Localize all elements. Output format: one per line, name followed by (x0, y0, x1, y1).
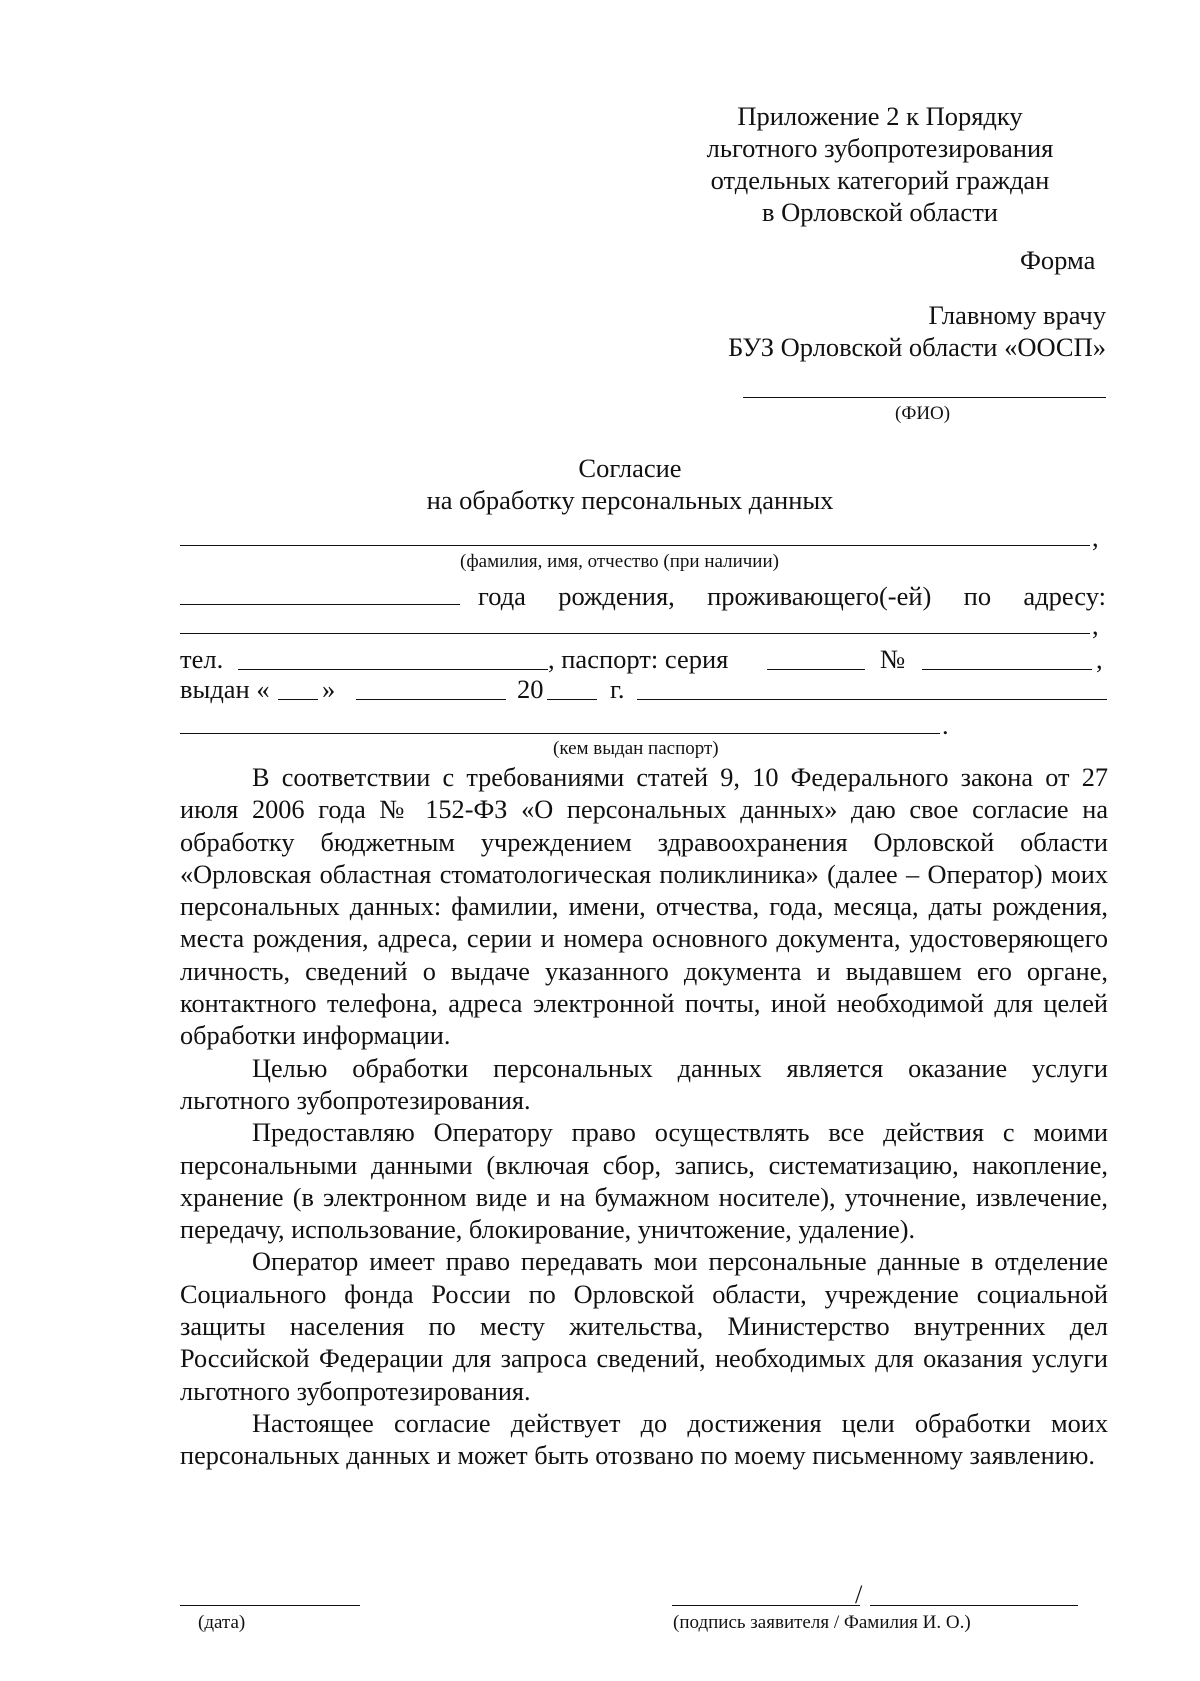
address-fill-line (180, 633, 1090, 634)
paragraph-legal-basis: В соответствии с требованиями статей 9, 10 Федерального закона от 27 июля 2006 года № 152-ФЗ «О персональных данных» даю свое согласие на обработку бюджетным учреждением здравоохранения Орловской области «Орловская областная стоматологическая поликлиника» (далее – Оператор) моих персональных данных: фамилии, имени, отчества, года, месяца, даты рождения, места рождения, адреса, серии и номера основного документа, удостоверяющего личность, сведений о выдаче указанного документа и выдавшем его органе, контактного телефона, адреса электронной почты, иной необходимой для целей обработки информации. (180, 763, 1108, 1051)
year-prefix: 20 (517, 674, 544, 704)
tel-fill-line (238, 669, 548, 670)
addressee-block (600, 299, 1106, 363)
fullname-fill-line (180, 545, 1090, 546)
year-suffix: г. (610, 674, 625, 704)
passport-series-label: , паспорт: серия (548, 644, 729, 674)
fio-caption: (ФИО) (895, 403, 951, 424)
birth-address-text: года рождения, проживающего(-ей) по адресу: (478, 581, 1106, 611)
paragraph-operator-rights: Предоставляю Оператору право осуществлять все действия с моими персональными данными (включая сбор, запись, систематизацию, накопление, хранение (в электронном виде и на бумажном носителе), уточнение, извлечение, передачу, использование, блокирование, уничтожение, удаление). (180, 1118, 1108, 1245)
issuer-fill-line (180, 733, 940, 734)
date-fill-line (180, 1605, 360, 1606)
addressee-line-2: БУЗ Орловской области «ООСП» (728, 332, 1106, 362)
appendix-line-3: отдельных категорий граждан (710, 165, 1050, 195)
tel-label: тел. (180, 644, 224, 674)
date-caption: (дата) (198, 1612, 246, 1633)
issued-rest-fill-line (637, 699, 1107, 700)
issued-label: выдан « (180, 674, 270, 704)
appendix-note (690, 100, 1070, 228)
signature-slash: / (855, 1579, 863, 1609)
surname-initials-fill-line (870, 1605, 1078, 1606)
passport-series-fill-line (767, 669, 865, 670)
title-line-1: Согласие (578, 453, 682, 483)
birth-year-fill-line (180, 604, 460, 605)
comma-mark-2: , (1092, 610, 1099, 640)
issued-month-fill-line (356, 699, 506, 700)
comma-mark-3: , (1096, 644, 1103, 674)
passport-number-sign: № (880, 644, 906, 674)
fullname-caption: (фамилия, имя, отчество (при наличии) (460, 551, 779, 572)
signature-fill-line (672, 1605, 860, 1606)
paragraph-purpose: Целью обработки персональных данных является оказание услуги льготного зубопротезирования. (180, 1053, 1108, 1115)
signature-caption: (подпись заявителя / Фамилия И. О.) (673, 1612, 971, 1633)
comma-mark: , (1092, 522, 1099, 552)
period-mark: . (942, 710, 949, 740)
issuer-caption: (кем выдан паспорт) (553, 738, 719, 759)
addressee-line-1: Главному врачу (928, 300, 1106, 330)
form-label: Форма (1020, 245, 1096, 275)
issued-day-fill-line (278, 699, 318, 700)
passport-number-fill-line (922, 669, 1092, 670)
fio-fill-line (743, 397, 1106, 398)
consent-body (180, 762, 1108, 1473)
paragraph-validity: Настоящее согласие действует до достижения цели обработки моих персональных данных и может быть отозвано по моему письменному заявлению. (180, 1408, 1108, 1471)
paragraph-data-transfer: Оператор имеет право передавать мои персональные данные в отделение Социального фонда России по Орловской области, учреждение социальной защиты населения по месту жительства, Министерство внутренних дел Российской Федерации для запроса сведений, необходимых для оказания услуги льготного зубопротезирования. (180, 1247, 1108, 1406)
appendix-line-2: льготного зубопротезирования (706, 133, 1054, 163)
appendix-line-4: в Орловской области (762, 197, 998, 227)
document-title (330, 452, 930, 516)
title-line-2: на обработку персональных данных (426, 485, 834, 515)
issued-year-fill-line (547, 699, 597, 700)
issued-quote-close: » (322, 674, 336, 704)
appendix-line-1: Приложение 2 к Порядку (737, 101, 1023, 131)
